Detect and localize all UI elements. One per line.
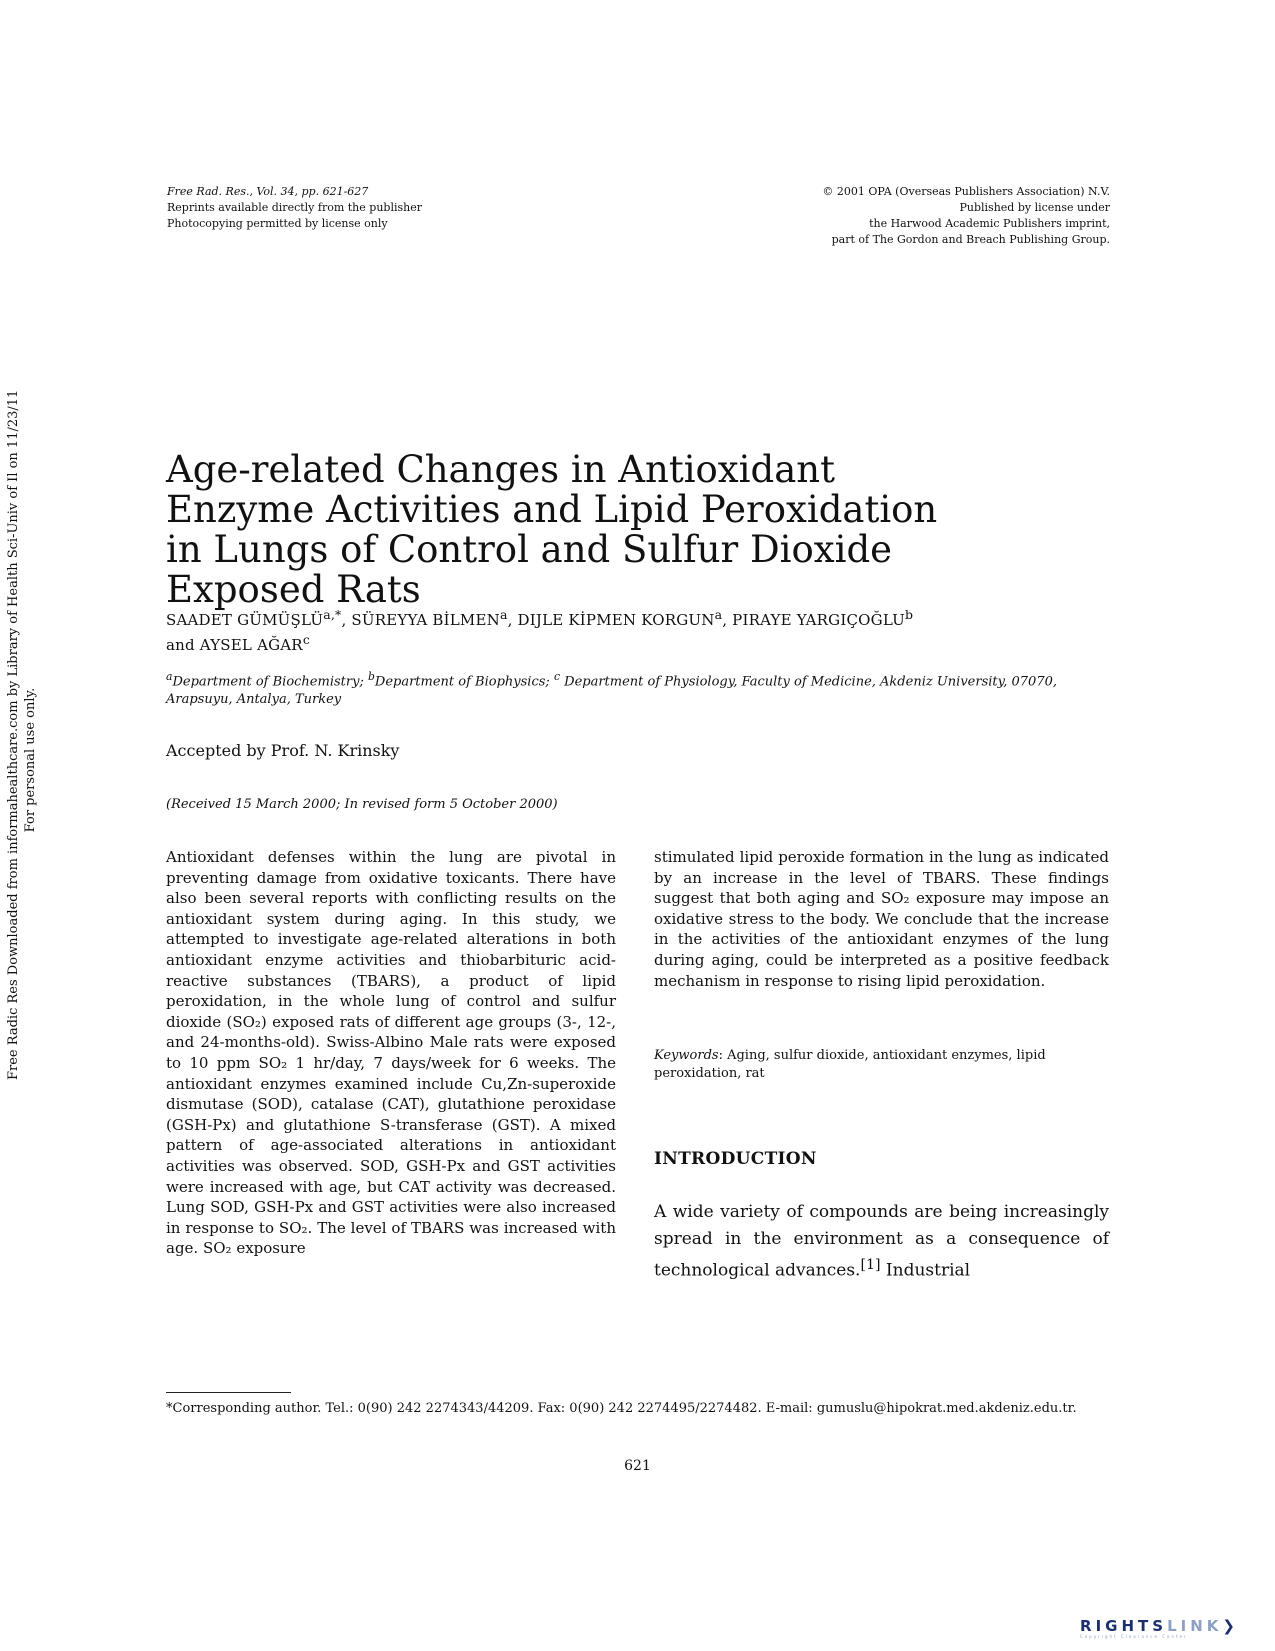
- introduction-heading: INTRODUCTION: [654, 1149, 817, 1169]
- author-sup: a: [714, 607, 723, 622]
- author-name: PIRAYE YARGIÇOĞLU: [732, 611, 906, 629]
- author-name: DIJLE KİPMEN KORGUN: [517, 611, 715, 629]
- introduction-tail: Industrial: [885, 1260, 971, 1281]
- journal-citation: [167, 184, 422, 232]
- reference-marker: [1]: [860, 1257, 881, 1273]
- corresponding-author-footnote: *Corresponding author. Tel.: 0(90) 242 2274343/44209. Fax: 0(90) 242 2274495/2274482. E-mail: gumuslu@hipokrat.med.akdeniz.edu.tr.: [166, 1401, 1077, 1416]
- rightslink-logo[interactable]: [1080, 1617, 1239, 1639]
- download-note: [5, 389, 39, 1080]
- publisher-notice: [822, 184, 1110, 248]
- author-sup: c: [302, 632, 311, 647]
- keywords: Keywords: Aging, sulfur dioxide, antioxidant enzymes, lipid peroxidation, rat: [654, 1048, 1046, 1081]
- author-name: SAADET GÜMÜŞLÜ: [166, 611, 324, 629]
- footnote-rule: [166, 1392, 291, 1393]
- group-line: part of The Gordon and Breach Publishing Group.: [831, 233, 1110, 246]
- reprints-line: Reprints available directly from the publisher: [167, 201, 422, 214]
- license-line: Published by license under: [959, 201, 1110, 214]
- article-title: Age-related Changes in Antioxidant Enzyme Activities and Lipid Peroxidation in Lungs of Control and Sulfur Dioxide Exposed Rats: [166, 448, 938, 611]
- author-name: SÜREYYA BİLMEN: [351, 611, 500, 629]
- affiliation-c: Department of Physiology, Faculty of Medicine, Akdeniz University, 07070, Arapsuyu, Antalya, Turkey: [166, 674, 1057, 708]
- imprint-line: the Harwood Academic Publishers imprint,: [869, 217, 1110, 230]
- logo-rights: RIGHTS: [1080, 1617, 1168, 1635]
- abstract-column-left: Antioxidant defenses within the lung are pivotal in preventing damage from oxidative toxicants. There have also been several reports with conflicting results on the antioxidant system during aging. In this study, we attempted to investigate age-related alterations in both antioxidant enzyme activities and thiobarbituric acid-reactive substances (TBARS), a product of lipid peroxidation, in the whole lung of control and sulfur dioxide (SO₂) exposed rats of different age groups (3-, 12-, and 24-months-old). Swiss-Albino Male rats were exposed to 10 ppm SO₂ 1 hr/day, 7 days/week for 6 weeks. The antioxidant enzymes examined include Cu,Zn-superoxide dismutase (SOD), catalase (CAT), glutathione peroxidase (GSH-Px) and glutathione S-transferase (GST). A mixed pattern of age-associated alterations in antioxidant activities was observed. SOD, GSH-Px and GST activities were increased with age, but CAT activity was decreased. Lung SOD, GSH-Px and GST activities were also increased in response to SO₂. The level of TBARS was increased with age. SO₂ exposure: [166, 848, 616, 1258]
- author-sup: a: [499, 607, 508, 622]
- abstract-column-right: stimulated lipid peroxide formation in the lung as indicated by an increase in the level of TBARS. These findings suggest that both aging and SO₂ exposure may impose an oxidative stress to the body. We conclude that the increase in the activities of the antioxidant enzymes of the lung during aging, could be interpreted as a positive feedback mechanism in response to rising lipid peroxidation.: [654, 848, 1109, 990]
- author-name: AYSEL AĞAR: [199, 636, 303, 654]
- keywords-label: Keywords: [654, 1048, 719, 1063]
- author-sup: a,*: [323, 607, 342, 622]
- download-note-line: Free Radic Res Downloaded from informahealthcare.com by Library of Health Sci-Univ of Il on 11/23/11: [6, 389, 21, 1080]
- affiliation-a: Department of Biochemistry;: [172, 674, 364, 690]
- introduction-body: A wide variety of compounds are being increasingly spread in the environment as a consequence of technological advances.: [654, 1202, 1109, 1281]
- chevron-icon: ❯: [1222, 1617, 1239, 1635]
- affiliation-b: Department of Biophysics;: [374, 674, 550, 690]
- affiliations: $^a$Department of Biochemistry; $^b$Department of Biophysics; $^c$ Department of Physiology, Faculty of Medicine, Akdeniz University, 07070, Arapsuyu, Antalya, Turkey: [166, 670, 1057, 708]
- copyright-line: © 2001 OPA (Overseas Publishers Association) N.V.: [822, 185, 1110, 198]
- logo-subtitle: Copyright Clearance Center: [1080, 1634, 1188, 1639]
- photocopy-line: Photocopying permitted by license only: [167, 217, 388, 230]
- author-sup: b: [905, 607, 914, 622]
- personal-use-line: For personal use only.: [23, 687, 38, 833]
- introduction-text: [654, 1199, 1109, 1284]
- author-list: SAADET $GÜMÜŞLÜ^{a,*}$, SÜREYYA BİLMEN$^a$, DIJLE KİPMEN KORGUN$^a$, PIRAYE YARGIÇOĞLU$^b$ and AYSEL AĞAR$^c$: [166, 607, 914, 654]
- accepted-by: Accepted by Prof. N. Krinsky: [166, 741, 400, 760]
- keywords-text: Aging, sulfur dioxide, antioxidant enzymes, lipid peroxidation, rat: [654, 1048, 1046, 1081]
- logo-link: LINK: [1167, 1617, 1223, 1635]
- citation-line: Free Rad. Res., Vol. 34, pp. 621-627: [167, 185, 369, 198]
- page-number: 621: [624, 1458, 651, 1474]
- received-dates: (Received 15 March 2000; In revised form 5 October 2000): [166, 797, 558, 812]
